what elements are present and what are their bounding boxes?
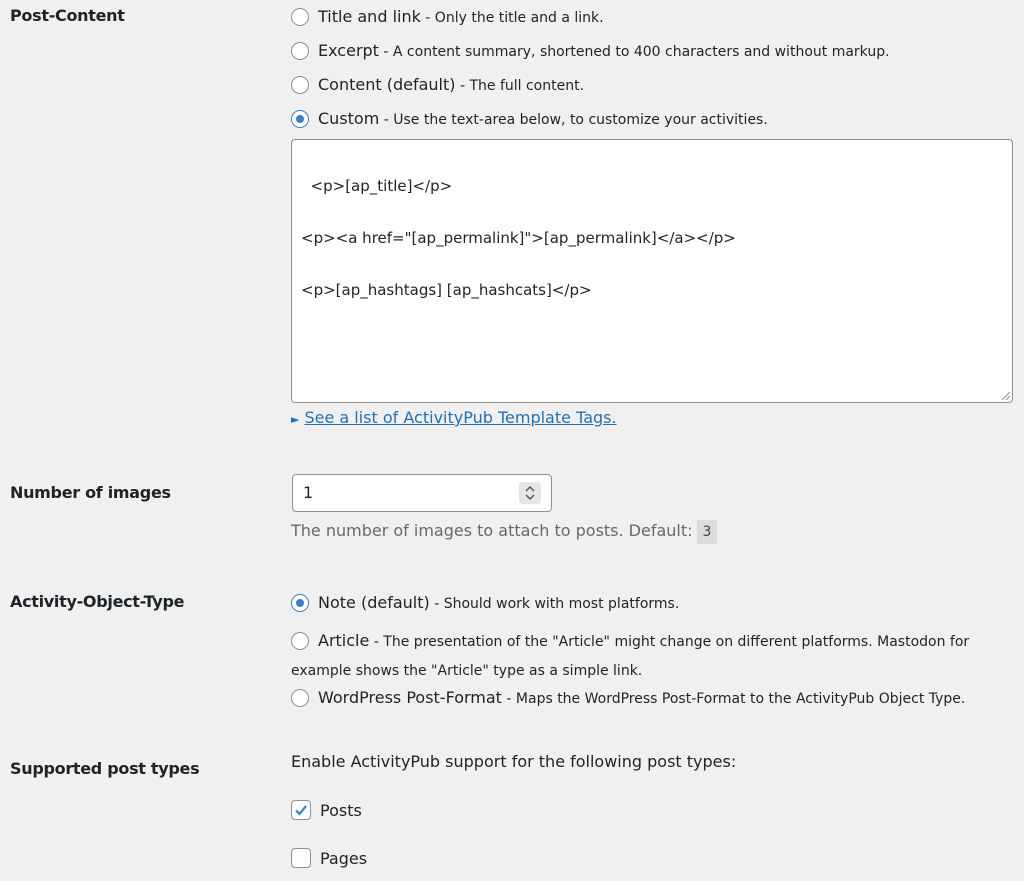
- images-default-value: 3: [697, 520, 718, 544]
- option-label: Note (default): [318, 593, 430, 612]
- template-tags-link-text: See a list of ActivityPub Template Tags.: [304, 408, 617, 427]
- option-description: - Only the title and a link.: [420, 10, 604, 26]
- option-description: - Use the text-area below, to customize your activities.: [379, 112, 768, 128]
- post-type-posts[interactable]: [291, 800, 1016, 821]
- post-content-option-content[interactable]: [291, 75, 1016, 96]
- number-of-images-value: 1: [303, 483, 314, 502]
- radio-article[interactable]: [291, 632, 309, 650]
- post-content-option-excerpt[interactable]: [291, 41, 1016, 62]
- post-content-heading: Post-Content: [10, 6, 125, 25]
- custom-template-textarea[interactable]: [291, 139, 1013, 403]
- disclosure-triangle-icon: ►: [291, 413, 300, 426]
- object-type-option-post-format[interactable]: [291, 688, 1016, 709]
- option-label: Article: [318, 631, 370, 650]
- radio-note[interactable]: [291, 594, 309, 612]
- radio-custom[interactable]: [291, 110, 309, 128]
- option-label: WordPress Post-Format: [318, 688, 502, 707]
- option-label: Title and link: [318, 7, 421, 26]
- object-type-option-article[interactable]: [291, 627, 1016, 685]
- radio-post-format[interactable]: [291, 689, 309, 707]
- radio-content[interactable]: [291, 76, 309, 94]
- radio-excerpt[interactable]: [291, 42, 309, 60]
- post-type-label: Posts: [320, 801, 362, 820]
- checkbox-pages[interactable]: [291, 848, 311, 868]
- post-content-option-custom[interactable]: [291, 109, 1016, 130]
- radio-title-link[interactable]: [291, 8, 309, 26]
- post-type-pages[interactable]: [291, 848, 1016, 869]
- option-label: Excerpt: [318, 41, 379, 60]
- object-type-option-note[interactable]: [291, 593, 1016, 614]
- option-label: Content (default): [318, 75, 456, 94]
- images-description-text: The number of images to attach to posts. Default:: [291, 521, 693, 540]
- resize-handle[interactable]: [1002, 392, 1010, 400]
- template-text: <p>[ap_title]</p> <p><a href="[ap_permalink]">[ap_permalink]</a></p> <p>[ap_hashtags] [ap_hashcats]</p>: [301, 177, 736, 299]
- number-spinner[interactable]: [519, 482, 541, 504]
- option-label: Custom: [318, 109, 380, 128]
- images-heading: Number of images: [10, 483, 171, 502]
- spinner-arrows-icon: [524, 485, 536, 501]
- option-description: - Should work with most platforms.: [429, 596, 680, 612]
- post-types-intro: Enable ActivityPub support for the following post types:: [291, 752, 737, 771]
- number-of-images-input[interactable]: [292, 474, 552, 512]
- post-content-option-title-link[interactable]: [291, 7, 1016, 28]
- images-description: [291, 520, 717, 544]
- post-type-label: Pages: [320, 849, 368, 868]
- option-description: - The presentation of the "Article" might change on different platforms. Mastodon for example shows the "Article" type as a simple link.: [291, 634, 970, 679]
- option-description: - A content summary, shortened to 400 characters and without markup.: [378, 44, 890, 60]
- option-description: - Maps the WordPress Post-Format to the ActivityPub Object Type.: [501, 691, 966, 707]
- template-tags-link[interactable]: [291, 408, 617, 427]
- post-types-heading: Supported post types: [10, 759, 200, 778]
- object-type-heading: Activity-Object-Type: [10, 592, 185, 611]
- checkbox-posts[interactable]: [291, 800, 311, 820]
- option-description: - The full content.: [455, 78, 585, 94]
- checkmark-icon: [293, 802, 309, 818]
